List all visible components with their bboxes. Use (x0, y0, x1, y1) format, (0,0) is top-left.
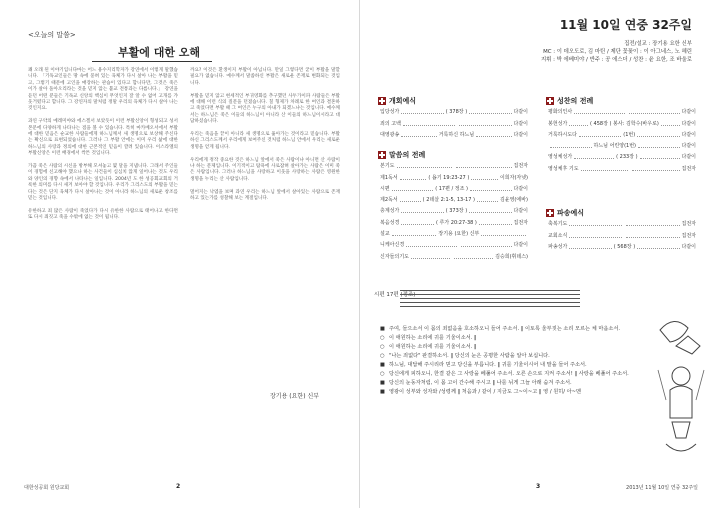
lyric-marker: ■ (380, 389, 385, 395)
order-item-performer: 다같이 (513, 185, 528, 192)
leader-dots (579, 136, 621, 137)
psalm-label: 시편 17편 (정조) (374, 292, 416, 298)
lyric-text: 하느님, 대답해 주시리라 믿고 당신을 부릅니다. ‖ 귀를 기울이시어 내 말을 들어 주소서. (389, 362, 587, 368)
lyric-marker: ■ (380, 362, 385, 368)
lyric-marker: ○ (380, 371, 385, 377)
article-paragraph: 우리는 죽음을 끝이 아니라 새 생명으로 옮아가는 것이라고 믿습니다. 부활하신 그리스도께서 우리에게 보여주신 것처럼 하느님 안에서 우리는 새로운 생명을 얻게 됩니다. (190, 132, 340, 150)
order-item-detail: ( 17편 / 정조 ) (435, 185, 468, 192)
order-item (380, 104, 528, 115)
leader-dots (461, 246, 512, 247)
leader-dots (456, 167, 512, 168)
leader-dots (471, 179, 498, 180)
order-item (380, 158, 528, 169)
order-item-label: 영성체후 기도 (548, 165, 579, 172)
lyric-text: "나는 죄없다" 판결하소서. ‖ 당신의 눈은 공평한 사람을 알아 보십니다. (389, 353, 550, 359)
leader-dots (637, 248, 679, 249)
order-item (380, 203, 528, 214)
section-title: 파송예식 (557, 209, 585, 217)
leader-dots (569, 125, 588, 126)
leader-dots (469, 113, 511, 114)
order-item-detail: ( 루가 20:27-38 ) (435, 219, 477, 226)
leader-dots (454, 258, 493, 259)
leader-dots (632, 170, 679, 171)
leader-dots (400, 179, 427, 180)
leader-dots (569, 225, 622, 226)
leader-dots (481, 235, 526, 236)
section-title: 말씀의 전례 (389, 151, 426, 159)
order-item-performer: 다같이 (513, 120, 529, 127)
order-item-performer: 집전자 (681, 165, 697, 172)
order-item-label: 시편 (380, 185, 390, 192)
leader-dots (626, 225, 679, 226)
service-credits (541, 40, 692, 64)
leader-dots (581, 170, 628, 171)
leader-dots (401, 224, 434, 225)
lyric-text: 이 애원하는 소리에 귀를 기울이소서. ‖ (389, 344, 477, 350)
order-item-detail: 장기용 (요한) 신부 (438, 231, 480, 238)
leader-dots (470, 190, 512, 191)
order-item-label: 본기도 (380, 163, 395, 170)
order-item-detail: ( 욥기 19:23-27 ) (428, 174, 470, 181)
leader-dots (626, 237, 679, 238)
leader-dots (469, 212, 511, 213)
psalm-lyrics (380, 326, 642, 398)
right-page (360, 0, 720, 508)
lyric-line (380, 371, 642, 379)
order-item-performer: 다같이 (513, 242, 528, 249)
order-item (380, 226, 528, 237)
leader-dots (401, 212, 443, 213)
leader-dots (638, 147, 680, 148)
lyric-marker: ○ (380, 353, 385, 359)
order-item-label: 봉헌성가 (548, 120, 568, 127)
section-tag: <오늘의 말씀> (28, 31, 76, 39)
music-staff (400, 290, 580, 306)
article-paragraph: 유한하고 죄 많은 사람이 죽었다가 다시 유한한 사람으로 태어나고 한다면 또 다시 죄짓고 죽을 수밖에 없는 것이 됩니다. (28, 208, 178, 221)
order-item-performer: 다같이 (681, 120, 696, 127)
order-item-label: 영성체성가 (548, 154, 573, 161)
article-paragraph: 멀어지는 낙엽을 보며 과연 우리는 하느님 앞에서 살아있는 사람으로 존재하고 있는가를 성찰해 보는 계절입니다. (190, 189, 340, 202)
order-item (548, 149, 696, 160)
leader-dots (411, 258, 450, 259)
order-item-detail: ( 373장 ) (445, 208, 468, 215)
order-item (548, 227, 696, 238)
leader-dots (640, 158, 680, 159)
order-item-performer: 다같이 (681, 243, 697, 250)
credit-line: MC : 이 데오도로, 김 마틴 / 제단 꽃꽂이 : 이 아그네스, 노 헤린 (543, 49, 692, 55)
order-item-detail: 하느님 어린양(1번) (593, 143, 636, 150)
leader-dots (550, 147, 592, 148)
leader-dots (392, 235, 437, 236)
order-item-label: 죄의 고백 (380, 120, 401, 127)
order-item-performer: 집전자 (513, 163, 528, 170)
credit-line: 집전/설교 : 장기용 요한 신부 (624, 41, 692, 47)
lyric-marker: ○ (380, 335, 385, 341)
lyric-text: 영광이 성부와 성자와 /성령께 ‖ 처음과 / 같이 / 지금도 그~이~고 ‖ 영 / 원히/ 아~멘 (389, 389, 582, 395)
lyric-text: 당신의 눈동자처럼, 이 몸 고이 간수해 주시고 ‖ 나를 뉘게 그늘 아래 숨겨 주소서. (389, 380, 572, 386)
order-item-label: 복음성경 (380, 219, 400, 226)
lyric-line (380, 326, 642, 334)
order-item-performer: 다같이 (681, 154, 696, 161)
order-item-label: 신자들의기도 (380, 253, 409, 260)
leader-dots (629, 113, 680, 114)
page-number-left: 2 (176, 483, 181, 490)
article-paragraph: 꽤 오래 된 이야기입니다마는 어느 용수지리학자가 강연에서 이렇게 말했습니다. 「기독교인들은 땅 속에 묻혀 있는 육체가 다시 살아 나는 부활을 믿고, 그렇기 때문에 고인을 매장하는 관습이 있다고 합니다만, 그것은 죽은 이가 살아 돌아오리라는 것을 믿지 않는 불교 전통과는 다릅니다.」 강연을 듣던 어떤 분들은 기독교 신앙의 핵심이 무엇인지 잘 알 수 없어 고개를 갸웃거렸다고 합니다. 그 강연자의 말처럼 정말 우리의 육체가 다시 살아 나는 것인지요. (28, 68, 178, 112)
order-item-performer: 다같이 (681, 143, 697, 150)
order-item (380, 127, 528, 138)
lyric-text: 주여, 들으소서 이 몸의 죄없음을 호소하오니 들어 주소서. ‖ 이토록 울부짖는 소리 모르는 체 마옵소서. (389, 326, 621, 332)
order-item (380, 169, 528, 180)
service-title: 11월 10일 연중 32주일 (559, 18, 692, 32)
leader-dots (477, 201, 498, 202)
leader-dots (459, 125, 511, 126)
communion-illustration (652, 310, 710, 460)
lyric-line (380, 335, 642, 343)
order-item-label: 설교 (380, 231, 390, 238)
date-footer: 2013년 11월 10일 연중 32주일 (626, 485, 698, 491)
order-item-performer: 김윤영(에바) (499, 197, 528, 204)
order-item (548, 138, 696, 149)
order-item (548, 216, 696, 227)
order-item-label: 제1독서 (380, 174, 398, 181)
order-item-detail: ( 2데살 2:1-5, 13-17 ) (422, 197, 475, 204)
leader-dots (479, 224, 512, 225)
lyric-text: 당신에게 피하오니, 한결 같은 그 사랑을 베풀어 주소서. 오른 손으로 지켜 주소서! ‖ 사랑을 베풀어 주소서. (389, 371, 629, 377)
section-title: 개회예식 (389, 97, 417, 105)
order-item-label: 대영광송 (380, 131, 400, 138)
credit-line: 지휘 : 박 에베미야 / 반주 : 공 에스더 / 성찬 : 윤 요한, 조 바울로 (540, 57, 692, 63)
article-paragraph: 과연 구약의 예레미야와 에스겔서 보았듯이 이런 부활신앙이 형성되고 성서 본문에 다양하게 나타나는 점을 볼 수 있습니다. 특히 마카베오서에서 부활에 대한 믿음은 순교한 사람들에게 하느님께서 새 생명으로 보상해 주신다는 확신으로 표현되었습니다. 그러나 그 부활 안에는 이미 우리 삶에 대한 하느님의 사랑과 정의에 대한 근본적인 믿음이 깔려 있습니다. 이스라엘의 부활신앙은 이런 배경에서 싹튼 것입니다. (28, 119, 178, 157)
word-items (380, 158, 528, 260)
leader-dots (403, 125, 455, 126)
lyric-line (380, 353, 642, 361)
order-item-label: 층계성가 (380, 208, 400, 215)
order-item-performer: 집전자 (681, 232, 697, 239)
leader-dots (401, 136, 436, 137)
order-item (380, 181, 528, 192)
order-item-performer: 다같이 (513, 208, 529, 215)
leader-dots (397, 167, 453, 168)
eucharist-items (548, 104, 696, 172)
lyric-line (380, 344, 642, 352)
order-item (380, 214, 528, 225)
title-underline (92, 61, 212, 62)
leader-dots (569, 248, 611, 249)
leader-dots (661, 125, 680, 126)
lyric-line (380, 389, 642, 397)
order-item-performer: 집전자 (681, 221, 697, 228)
order-item-label: 평화의인사 (548, 109, 573, 116)
order-item-label: 제2독서 (380, 197, 398, 204)
order-item (380, 237, 528, 248)
church-name-footer: 대한성공회 원당교회 (24, 485, 70, 491)
lyric-line (380, 362, 642, 370)
leader-dots (392, 190, 434, 191)
leader-dots (400, 201, 421, 202)
dismissal-items (548, 216, 696, 250)
order-item-performer: 다같이 (681, 109, 696, 116)
lyric-marker: ■ (380, 380, 385, 386)
leader-dots (569, 237, 622, 238)
leader-dots (574, 158, 614, 159)
order-item-performer: 다같이 (513, 109, 529, 116)
order-item-detail: (1번) (623, 131, 636, 138)
order-item (548, 104, 696, 115)
order-item-performer: 다같이 (681, 131, 696, 138)
order-item-detail: ( 233장 ) (616, 154, 638, 161)
leader-dots (406, 246, 457, 247)
article-column-1 (28, 68, 178, 228)
article-paragraph: 까요? 이것은 환생이지 부활이 아닙니다. 만일 그렇다면 굳이 부활을 말할 필요가 없습니다. 예수께서 말씀하신 부활은 새로운 존재로 변화되는 것입니다. (190, 68, 340, 86)
order-item-label: 교회소식 (548, 232, 568, 239)
order-item (380, 192, 528, 203)
article-paragraph: 부활을 믿지 않고 현세적인 부귀영화를 추구했던 사두가이파 사람들은 부활에 대해 이런 식의 질문을 던졌습니다. 칠 형제가 차례로 한 여인과 결혼하고 죽었다면 부활 때 그 여인은 누구의 아내가 되겠느냐는 것입니다. 예수께서는 하느님은 죽은 이들의 하느님이 아니라 산 이들의 하느님이시라고 대답하셨습니다. (190, 93, 340, 125)
order-item-label: 입당성가 (380, 109, 400, 116)
order-item-detail: ( 568장 ) (613, 243, 636, 250)
order-item-label: 축복기도 (548, 221, 568, 228)
order-item-performer: 이희자(자넷) (499, 174, 529, 181)
lyric-text: 이 애원하는 소리에 귀를 기울이소서. ‖ (389, 335, 477, 341)
order-item (380, 115, 528, 126)
order-item (548, 115, 696, 126)
order-item-detail: ( 378장 ) (445, 109, 468, 116)
order-item-label: 파송성가 (548, 243, 568, 250)
article-author: 장기용 (요한) 신부 (270, 393, 320, 400)
order-item-detail: 거룩하신 하느님 (438, 131, 475, 138)
article-paragraph: 가끔 죽은 사람의 시신을 방부해 모셔놓고 몇 달을 지냅니다. 그래서 주인들이 경험에 신고해야 했으나 하는 사건들이 심심치 않게 일어나는 것도 우리와 양인의 경향 속에서 나타나는 일입니다. 2004년 도 한 성공회교회의 거룩한 의미를 다시 새겨 보아야 할 것입니다. 우리가 그리스도의 부활을 믿는다는 것은 단지 육체가 다시 살아나는 것이 아니라 하느님의 새로운 창조를 믿는 것입니다. (28, 164, 178, 202)
order-item-label: 거룩하시도다 (548, 131, 577, 138)
order-item (380, 248, 528, 259)
order-item (548, 239, 696, 250)
leader-dots (574, 113, 625, 114)
page-number-right: 3 (536, 483, 541, 490)
lyric-marker: ○ (380, 344, 385, 350)
lyric-line (380, 380, 642, 388)
article-column-2 (190, 68, 340, 209)
opening-items (380, 104, 528, 138)
leader-dots (401, 113, 443, 114)
leader-dots (637, 136, 679, 137)
section-title: 성찬의 전례 (557, 97, 594, 105)
article-title: 부활에 대한 오해 (118, 46, 201, 59)
article-paragraph: 우리에게 정작 중요한 것은 하느님 앞에서 죽은 사람이냐 아니면 산 사람이냐 하는 문제입니다. 이기적이고 탐욕에 사로잡혀 살아가는 사람은 이미 죽은 사람입니다. 그러나 하느님을 사랑하고 이웃을 사랑하는 사람은 영원한 생명을 누리는 산 사람입니다. (190, 157, 340, 182)
leader-dots (476, 136, 511, 137)
order-item-label: 니케아신경 (380, 242, 405, 249)
order-item (548, 127, 696, 138)
order-item-performer: 집전자 (513, 219, 529, 226)
order-item-detail: ( 458장 ) 봉사: 김학수(바우로) (589, 120, 659, 127)
lyric-marker: ■ (380, 326, 385, 332)
order-item-performer: 김승희(휘데스) (495, 253, 528, 260)
order-item (548, 160, 696, 171)
order-item-performer: 다같이 (513, 131, 529, 138)
